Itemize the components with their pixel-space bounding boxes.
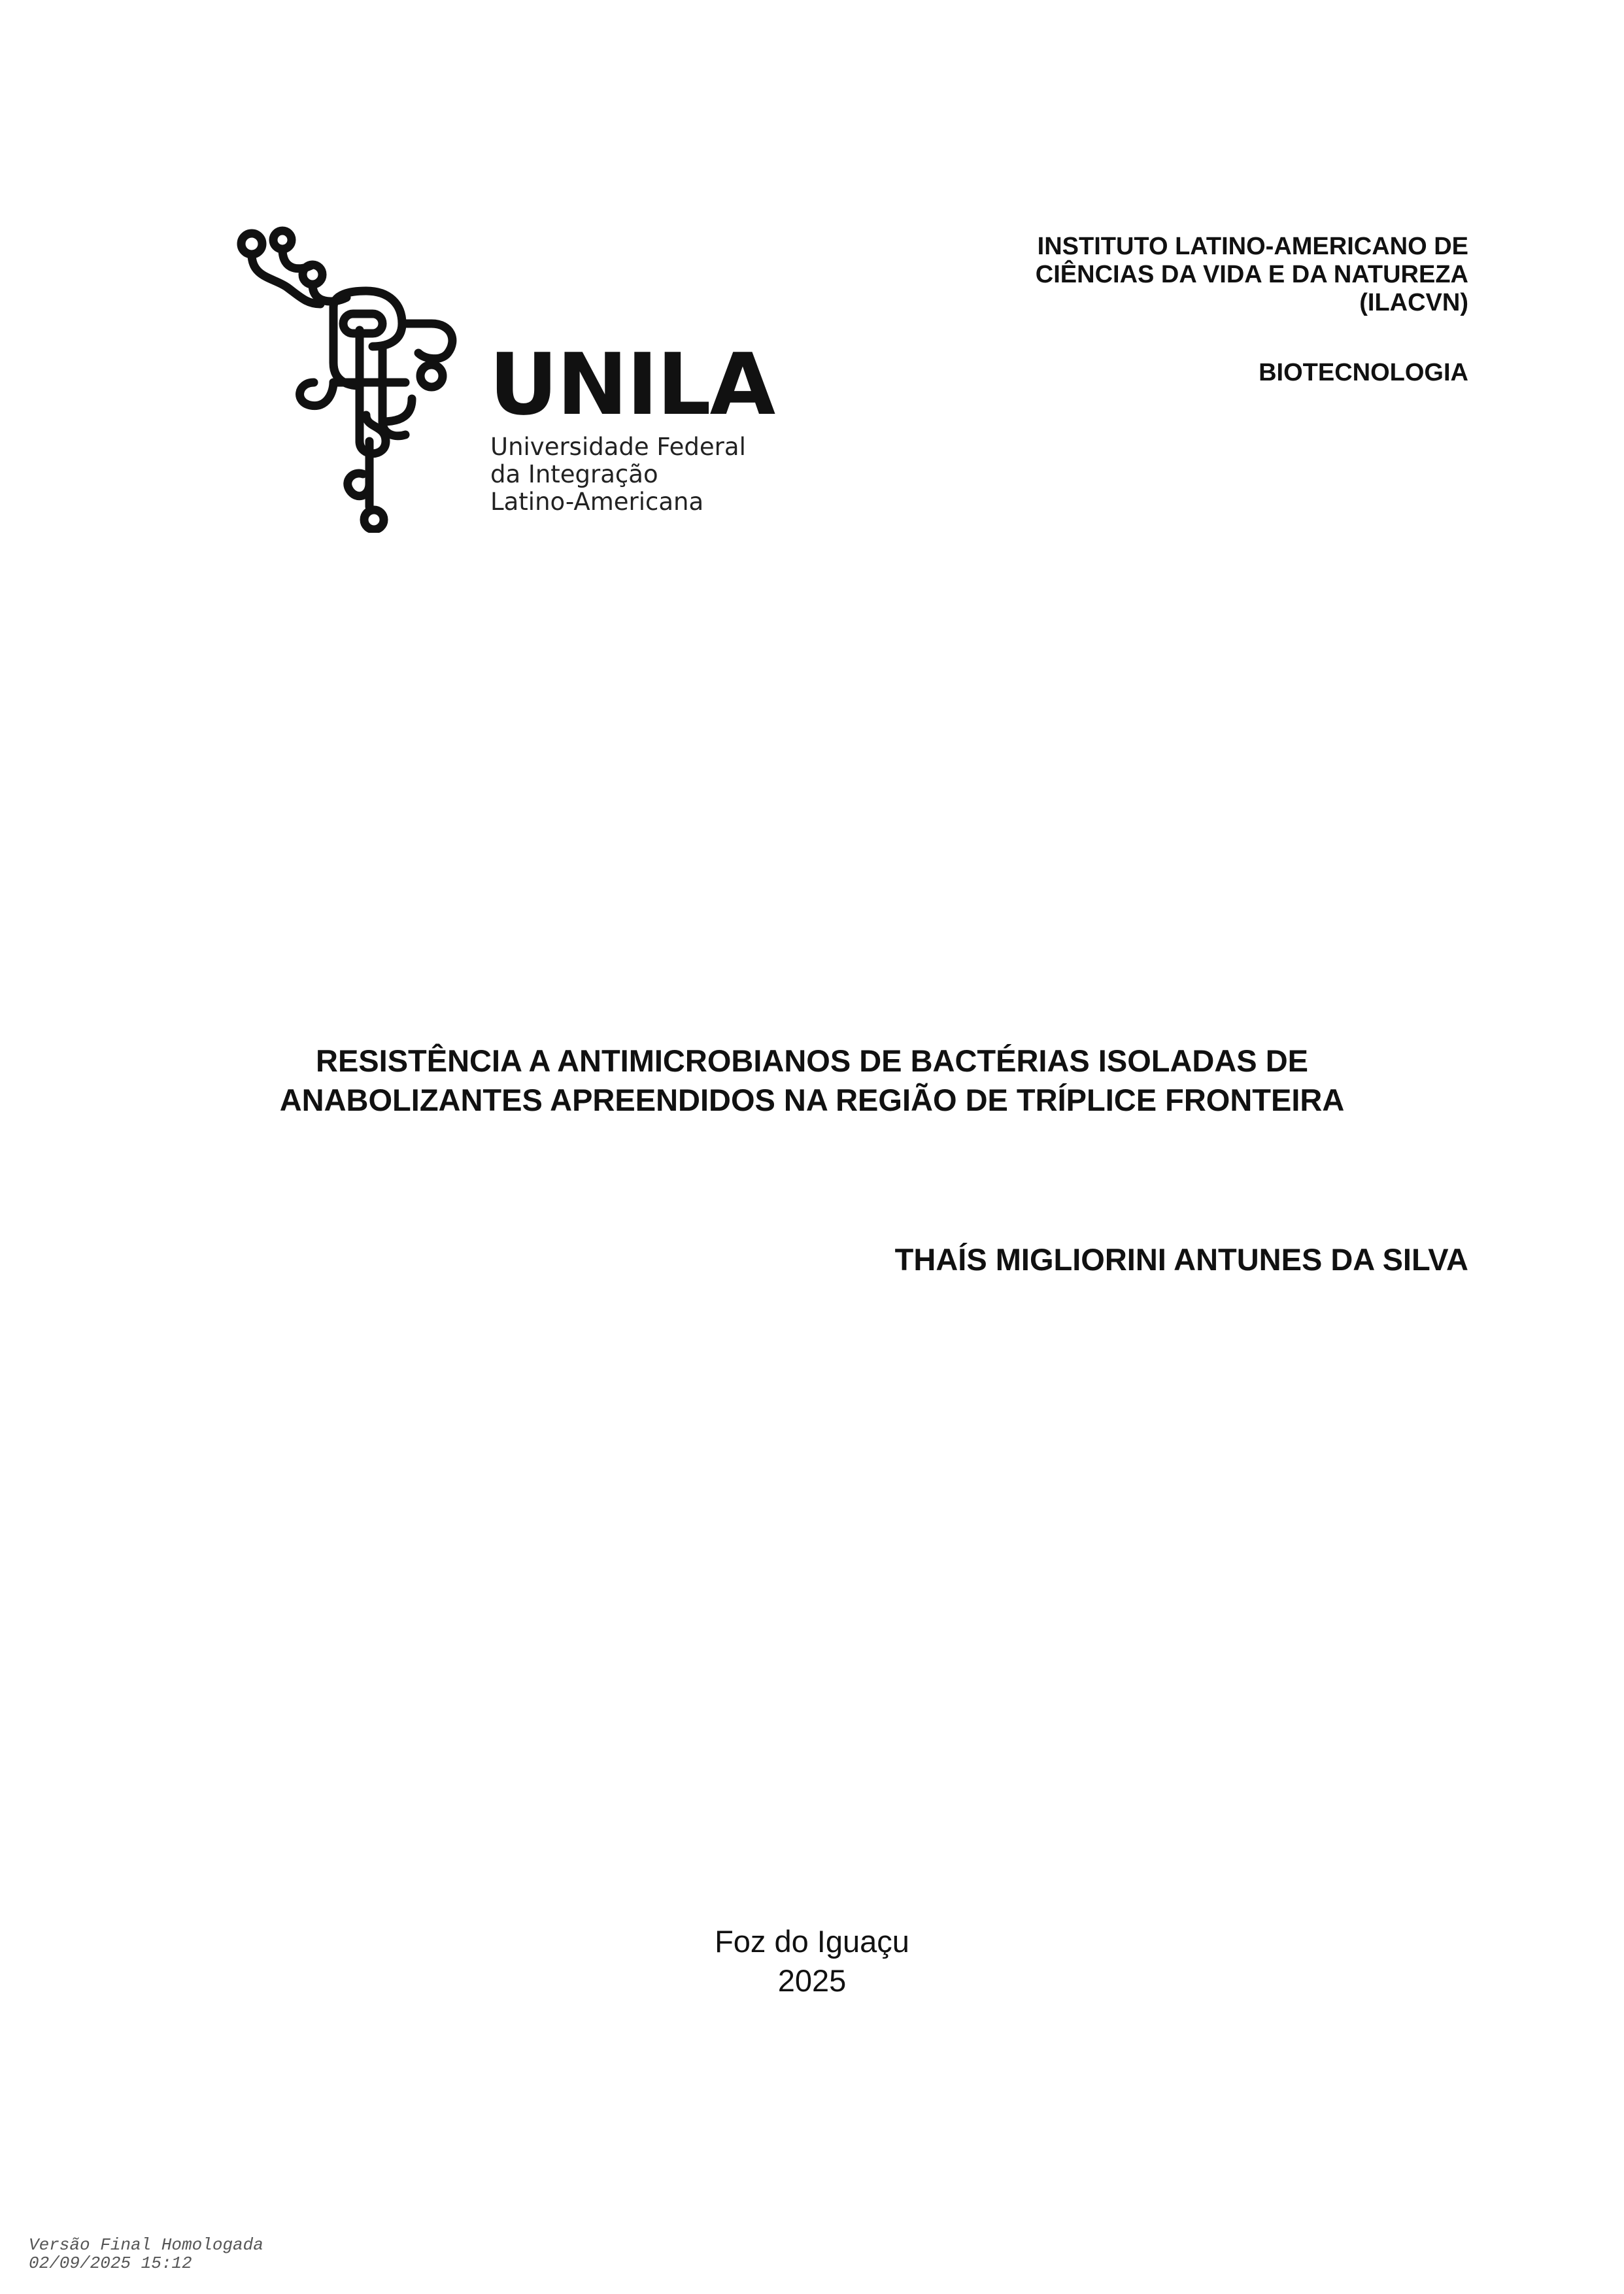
version-stamp: [29, 2236, 263, 2272]
version-status: Versão Final Homologada: [29, 2235, 263, 2255]
university-logo: [235, 226, 775, 533]
course-name: BIOTECNOLOGIA: [1259, 359, 1468, 386]
title-line: RESISTÊNCIA A ANTIMICROBIANOS DE BACTÉRIAS ISOLADAS DE: [316, 1043, 1308, 1078]
logo-subtitle-line: Latino-Americana: [490, 488, 704, 516]
unila-map-icon: [235, 226, 497, 533]
institute-name: [1036, 233, 1468, 317]
institute-line: CIÊNCIAS DA VIDA E DA NATUREZA: [1035, 261, 1468, 288]
logo-subtitle-line: da Integração: [490, 460, 658, 488]
institute-line: (ILACVN): [1359, 289, 1468, 316]
title-line: ANABOLIZANTES APREENDIDOS NA REGIÃO DE TRÍPLICE FRONTEIRA: [279, 1083, 1345, 1117]
author-name: THAÍS MIGLIORINI ANTUNES DA SILVA: [894, 1242, 1468, 1277]
place-and-year: [0, 1922, 1624, 2000]
year: 2025: [777, 1963, 847, 1998]
logo-subtitle-line: Universidade Federal: [490, 433, 746, 461]
version-datetime: 02/09/2025 15:12: [29, 2253, 192, 2273]
document-title: [0, 1041, 1624, 1120]
logo-subtitle: [490, 433, 746, 516]
institute-line: INSTITUTO LATINO-AMERICANO DE: [1037, 233, 1468, 260]
city: Foz do Iguaçu: [715, 1924, 909, 1959]
logo-wordmark: UNILA: [489, 335, 775, 434]
